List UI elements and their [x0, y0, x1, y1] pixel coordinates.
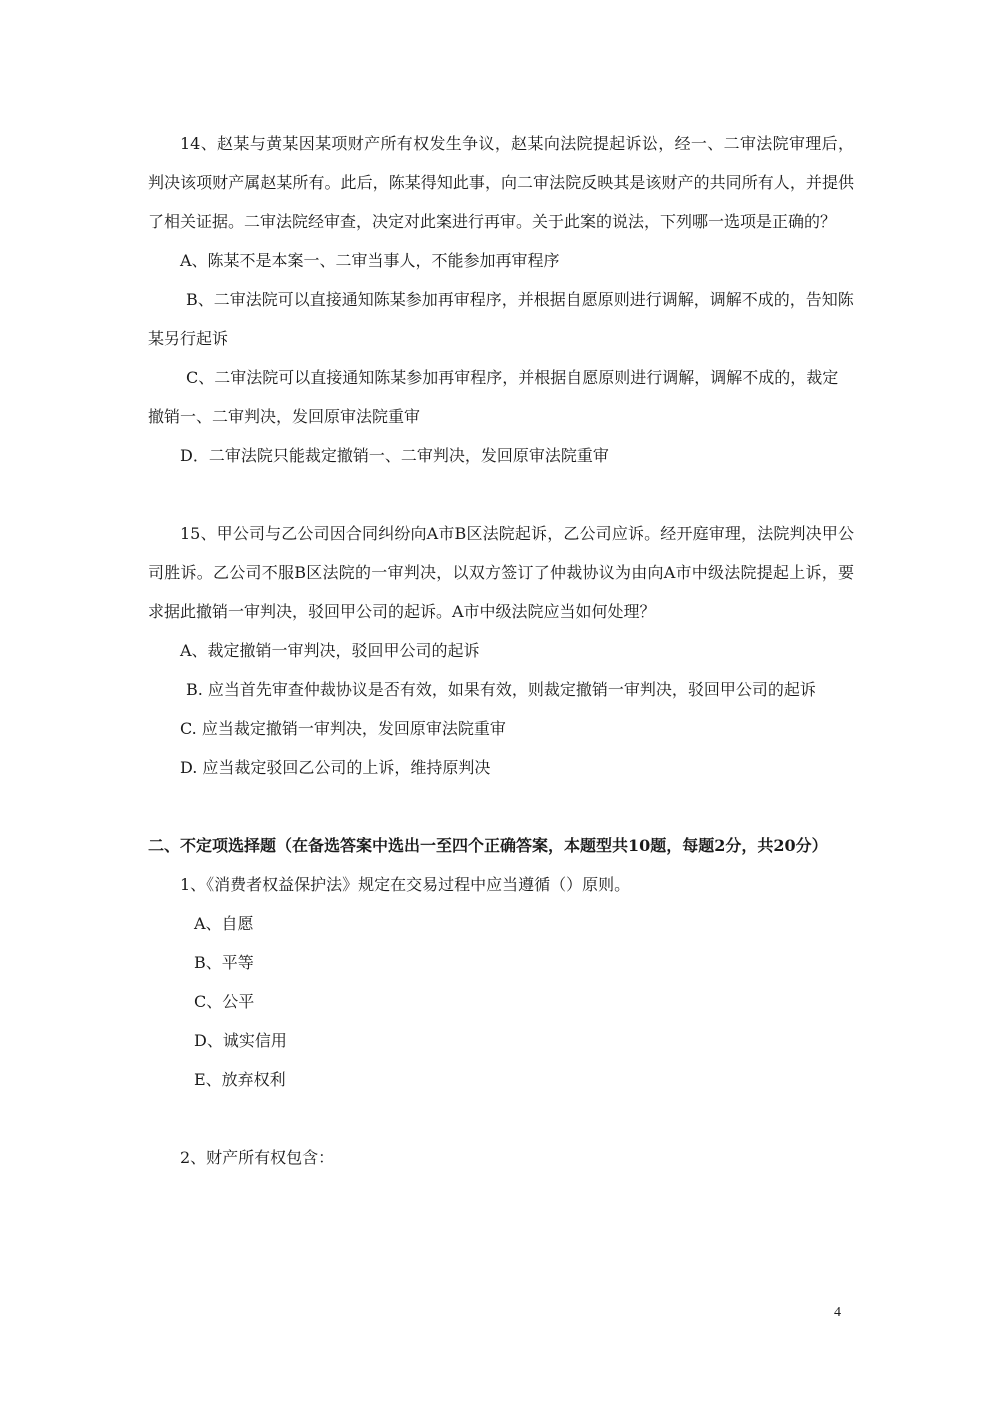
question-14-stem: 14、赵某与黄某因某项财产所有权发生争议，赵某向法院提起诉讼，经一、二审法院审理后，判决该项财产属赵某所有。此后，陈某得知此事，向二审法院反映其是该财产的共同所有人，并提供了相关证据。二审法院经审查，决定对此案进行再审。关于此案的说法，下列哪一选项是正确的？	[148, 134, 854, 231]
section-2-heading: 二、不定项选择题（在备选答案中选出一至四个正确答案，本题型共10题，每题2分，共20分）	[148, 836, 828, 855]
question-14-option-c: C、二审法院可以直接通知陈某参加再审程序，并根据自愿原则进行调解，调解不成的，裁定撤销一、二审判决，发回原审法院重审	[148, 368, 839, 426]
question-14-option-a: A、陈某不是本案一、二审当事人，不能参加再审程序	[180, 251, 560, 270]
spacer	[148, 1099, 854, 1138]
section-2-question-1-option-e: E、放弃权利	[194, 1070, 286, 1089]
section-2-question-1-option-d: D、诚实信用	[194, 1031, 287, 1050]
section-2-question-1-option-c: C、公平	[194, 992, 255, 1011]
page-number: 4	[834, 1305, 841, 1320]
section-2-question-1-option-b: B、平等	[194, 953, 254, 972]
question-14-option-b: B、二审法院可以直接通知陈某参加再审程序，并根据自愿原则进行调解，调解不成的，告知陈某另行起诉	[148, 290, 854, 348]
question-15-option-d: D. 应当裁定驳回乙公司的上诉，维持原判决	[180, 758, 491, 777]
spacer	[148, 475, 854, 514]
question-15-option-a: A、裁定撤销一审判决，驳回甲公司的起诉	[180, 641, 480, 660]
question-15-stem: 15、甲公司与乙公司因合同纠纷向A市B区法院起诉，乙公司应诉。经开庭审理，法院判决甲公司胜诉。乙公司不服B区法院的一审判决，以双方签订了仲裁协议为由向A市中级法院提起上诉，要求据此撤销一审判决，驳回甲公司的起诉。A市中级法院应当如何处理？	[148, 524, 854, 621]
section-2-question-1-option-a: A、自愿	[194, 914, 254, 933]
question-14-option-d: D．二审法院只能裁定撤销一、二审判决，发回原审法院重审	[180, 446, 609, 465]
spacer	[148, 787, 854, 826]
section-2-question-2-stem: 2、财产所有权包含：	[180, 1148, 335, 1167]
question-15-option-b: B. 应当首先审查仲裁协议是否有效，如果有效，则裁定撤销一审判决，驳回甲公司的起诉	[186, 680, 816, 699]
page-content	[148, 124, 854, 1177]
question-15-option-c: C. 应当裁定撤销一审判决，发回原审法院重审	[180, 719, 506, 738]
section-2-question-1-stem: 1、《消费者权益保护法》规定在交易过程中应当遵循（）原则。	[180, 875, 631, 894]
